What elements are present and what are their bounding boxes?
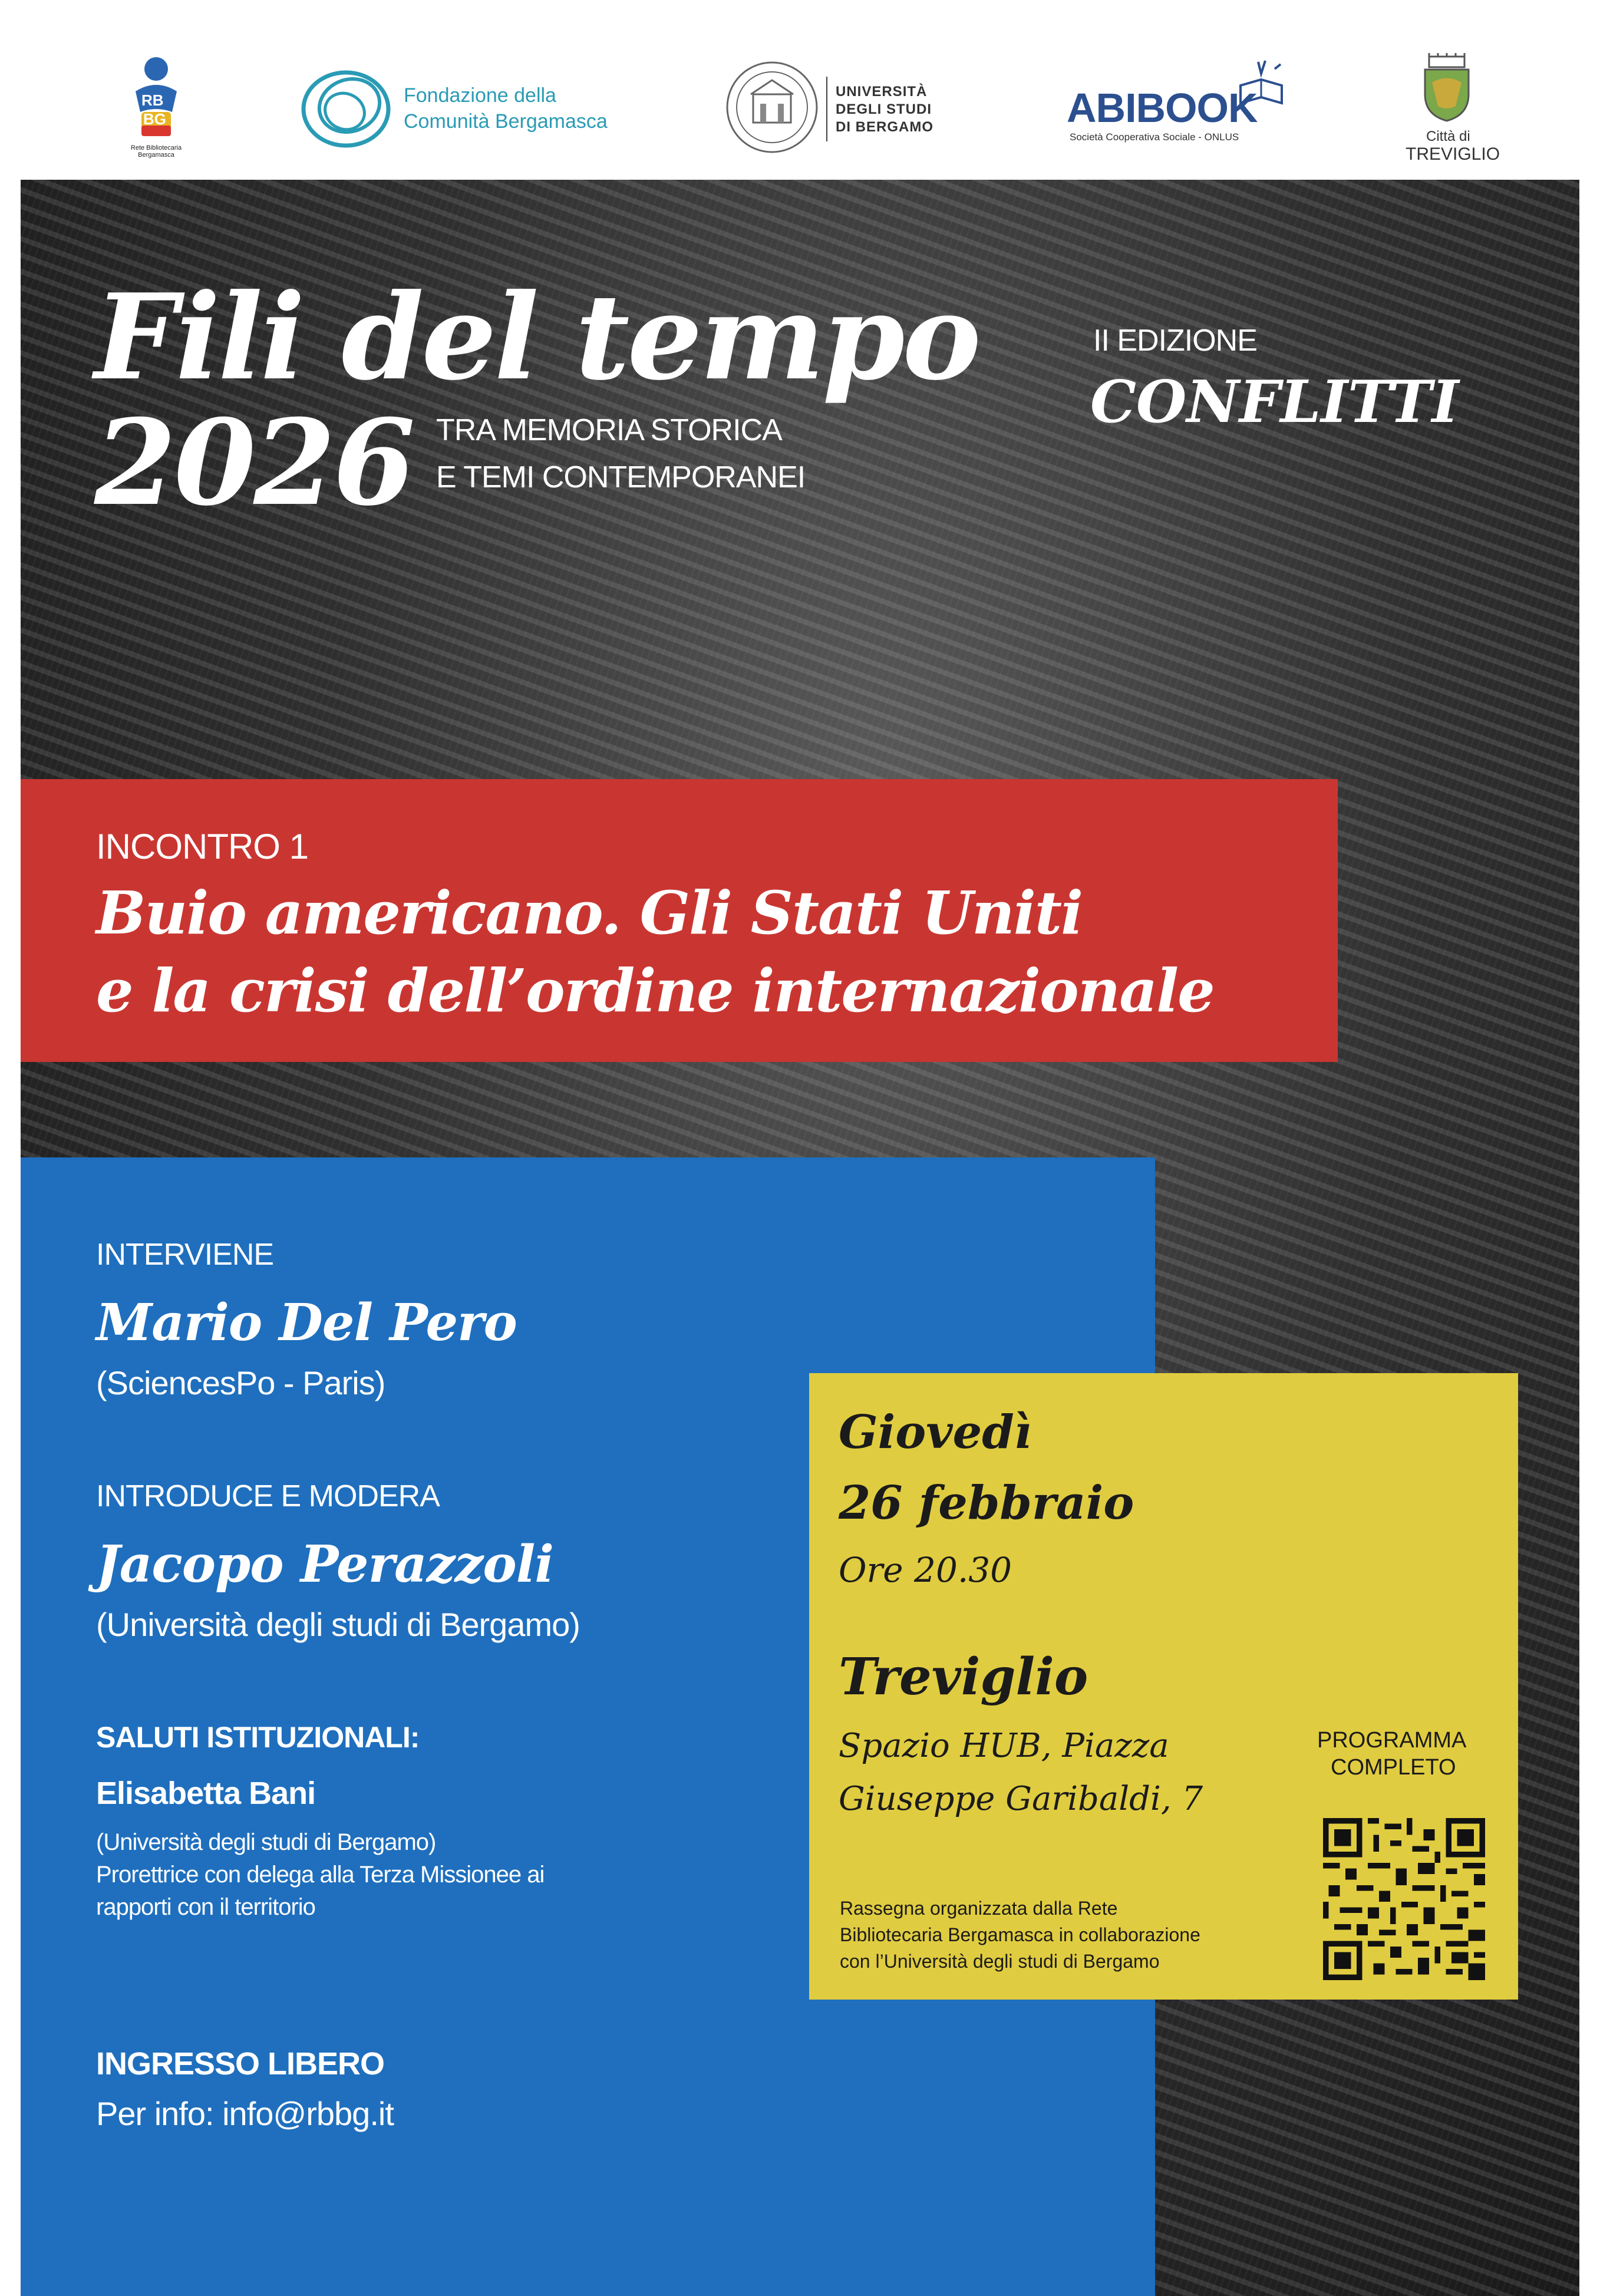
event-series-year: 2026	[94, 394, 413, 532]
abibook-name: ABIBOOK	[1067, 85, 1258, 131]
unibg-logo	[725, 59, 955, 159]
greetings-role-line2: rapporti con il territorio	[96, 1894, 315, 1920]
program-qr-code[interactable]	[1323, 1818, 1485, 1980]
rbbg-logo-rb: RB	[141, 91, 164, 109]
event-venue-line1: Spazio HUB, Piazza	[839, 1727, 1169, 1765]
meeting-banner	[21, 779, 1338, 1062]
rbbg-logo-bg: BG	[143, 110, 166, 128]
speaker-label: INTERVIENE	[96, 1238, 274, 1272]
unibg-name-line3: DI BERGAMO	[836, 119, 933, 135]
organizer-line3: con l’Università degli studi di Bergamo	[840, 1951, 1160, 1972]
event-day: Giovedì	[839, 1406, 1032, 1459]
abibook-caption: Società Cooperativa Sociale - ONLUS	[1070, 131, 1239, 143]
series-subtitle-line1: TRA MEMORIA STORICA	[436, 413, 782, 447]
treviglio-name: TREVIGLIO	[1406, 144, 1500, 164]
treviglio-city-label: Città di	[1426, 128, 1470, 144]
fondazione-name-line2: Comunità Bergamasca	[404, 110, 608, 133]
speaker-affiliation: (SciencesPo - Paris)	[96, 1364, 385, 1401]
entry-notice: INGRESSO LIBERO	[96, 2046, 385, 2081]
book-hand-icon	[1235, 56, 1288, 109]
abibook-logo	[1067, 56, 1291, 150]
program-label-line1: PROGRAMMA	[1317, 1728, 1467, 1753]
program-label-line2: COMPLETO	[1331, 1755, 1456, 1780]
meeting-title-line1: Buio americano. Gli Stati Uniti	[96, 878, 1083, 948]
greetings-role-line1: Prorettrice con delega alla Terza Missionee ai	[96, 1862, 545, 1888]
event-series-title: Fili del tempo	[94, 268, 979, 407]
treviglio-logo	[1394, 53, 1500, 171]
fondazione-logo	[298, 62, 628, 156]
meeting-title-line2: e la crisi dell’ordine internazionale	[96, 956, 1214, 1025]
meeting-number: INCONTRO 1	[96, 827, 309, 866]
moderator-label: INTRODUCE E MODERA	[96, 1479, 440, 1513]
rbbg-caption: Rete Bibliotecaria Bergamasca	[130, 144, 182, 159]
unibg-name-line1: UNIVERSITÀ	[836, 84, 928, 100]
rbbg-logo	[124, 56, 189, 162]
unibg-name-line2: DEGLI STUDI	[836, 101, 932, 117]
contact-info: Per info: info@rbbg.it	[96, 2095, 394, 2132]
event-venue-line2: Giuseppe Garibaldi, 7	[839, 1780, 1203, 1818]
logo-header	[0, 0, 1600, 180]
series-subtitle-line2: E TEMI CONTEMPORANEI	[436, 460, 806, 494]
edition-label: II EDIZIONE	[1093, 324, 1257, 358]
treviglio-coat-of-arms-icon	[1414, 53, 1479, 124]
unibg-divider	[826, 77, 827, 141]
greetings-label: SALUTI ISTITUZIONALI:	[96, 1721, 420, 1754]
greetings-affiliation: (Università degli studi di Bergamo)	[96, 1829, 436, 1855]
fondazione-swirl-icon	[298, 62, 398, 156]
unibg-seal-icon	[725, 59, 819, 156]
speaker-name: Mario Del Pero	[96, 1293, 517, 1352]
moderator-name: Jacopo Perazzoli	[96, 1535, 554, 1594]
greetings-name: Elisabetta Bani	[96, 1776, 316, 1811]
event-date: 26 febbraio	[839, 1476, 1134, 1530]
organizer-line2: Bibliotecaria Bergamasca in collaborazione	[840, 1924, 1200, 1945]
fondazione-name-line1: Fondazione della	[404, 84, 556, 107]
moderator-affiliation: (Università degli studi di Bergamo)	[96, 1606, 580, 1643]
organizer-line1: Rassegna organizzata dalla Rete	[840, 1898, 1118, 1919]
event-time: Ore 20.30	[839, 1550, 1012, 1590]
event-city: Treviglio	[839, 1647, 1088, 1707]
edition-theme: CONFLITTI	[1090, 368, 1459, 436]
